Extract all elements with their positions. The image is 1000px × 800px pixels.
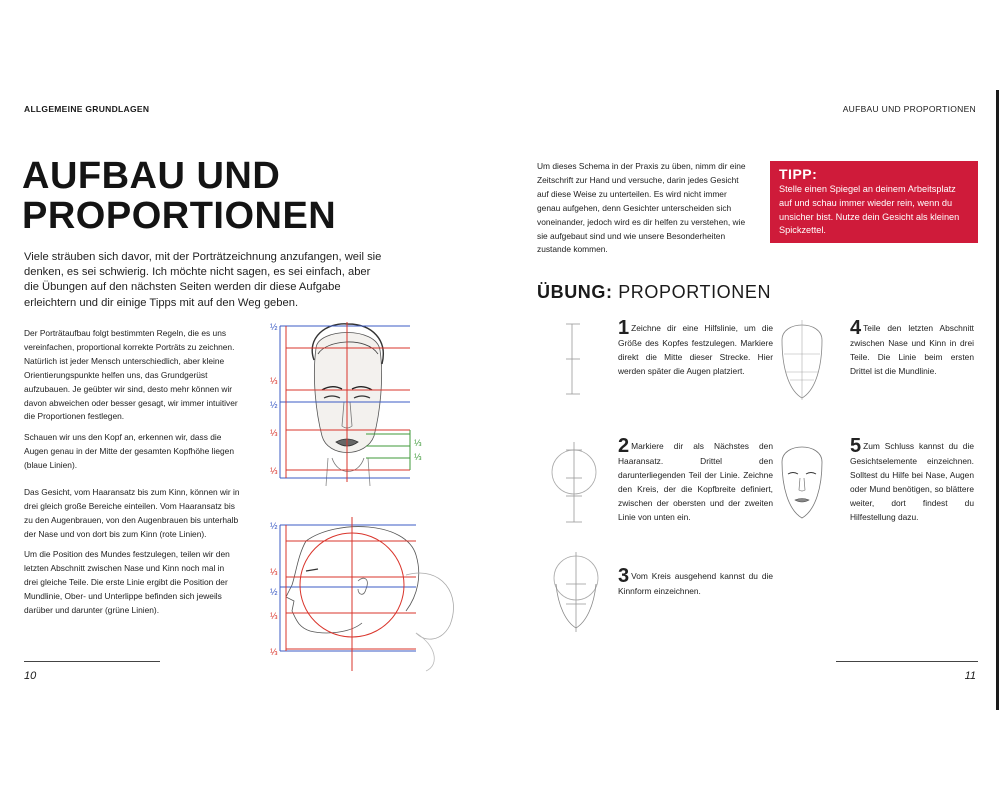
step2-sketch — [548, 438, 608, 528]
step-4 — [850, 317, 974, 378]
side-label-blue-mid: ½ — [270, 587, 278, 597]
exercise-heading — [537, 282, 771, 303]
step-2 — [618, 435, 773, 524]
step-3-text: Vom Kreis ausgehend kannst du die Kinnform einzeichnen. — [618, 571, 773, 596]
step-4-number: 4 — [850, 317, 862, 339]
footer-rule-right — [836, 661, 978, 662]
page-number-left: 10 — [24, 670, 37, 682]
step-5-number: 5 — [850, 435, 862, 457]
step-3-number: 3 — [618, 565, 630, 587]
exercise-heading-bold: ÜBUNG: — [537, 282, 613, 302]
step-1-number: 1 — [618, 317, 630, 339]
running-header-left: ALLGEMEINE GRUNDLAGEN — [24, 104, 150, 114]
front-face-proportion-diagram — [266, 318, 426, 488]
side-label-red-3: ⅓ — [270, 647, 278, 657]
side-labels — [270, 521, 278, 657]
tip-box — [770, 161, 978, 243]
step-4-text: Teile den letzten Abschnitt zwischen Nase und Kinn in drei Teile. Die Linie beim ersten Drittel ist die Mundlinie. — [850, 323, 974, 376]
body-paragraph-2: Schauen wir uns den Kopf an, erkennen wir, dass die Augen genau in der Mitte der gesamten Kopfhöhe liegen (blaue Linien). — [24, 432, 234, 470]
side-face-proportion-diagram — [266, 515, 466, 675]
step-1-text: Zeichne dir eine Hilfslinie, um die Größe des Kopfes festzulegen. Markiere direkt die Mitte dieser Strecke. Hier werden später die Augen platziert. — [618, 323, 773, 376]
tip-text: Stelle einen Spiegel an deinem Arbeitsplatz auf und schau immer wieder rein, wenn du unsicher bist. Nutze dein Gesicht als kleinen Spickzettel. — [779, 184, 960, 236]
front-label-red-3: ⅓ — [270, 466, 278, 476]
footer-rule-left — [24, 661, 160, 662]
side-label-red-2: ⅓ — [270, 611, 278, 621]
step-5 — [850, 435, 974, 524]
body-paragraph-4: Um die Position des Mundes festzulegen, teilen wir den letzten Abschnitt zwischen Nase und Kinn noch mal in drei gleiche Teile. Die erste Linie ergibt die Position der Mundlinie, Ober- und Unterlippe befinden sich jeweils darüber und darunter (grüne Linien). — [24, 549, 230, 615]
side-label-red-1: ⅓ — [270, 567, 278, 577]
front-label-blue-top: ½ — [270, 322, 278, 332]
step1-sketch — [556, 320, 596, 400]
step-1 — [618, 317, 773, 378]
page-title — [22, 156, 442, 236]
side-label-blue-top: ½ — [270, 521, 278, 531]
running-header-right: AUFBAU UND PROPORTIONEN — [842, 104, 976, 114]
step-2-number: 2 — [618, 435, 630, 457]
step-3 — [618, 565, 773, 598]
body-paragraph-3: Das Gesicht, vom Haaransatz bis zum Kinn, können wir in drei gleich große Bereiche einteilen. Vom Haaransatz bis zu den Augenbrauen, von den Augenbrauen bis unterhalb der Nase und von dort bis zum Kinn (rote Linien). — [24, 487, 240, 539]
exercise-heading-rest: PROPORTIONEN — [612, 282, 772, 302]
step3-sketch — [548, 548, 608, 638]
step-2-text: Markiere dir als Nächstes den Haaransatz. Drittel den darunterliegenden Teil der Linie. Zeichne den Kreis, der die Kopfbreite definiert, zwischen der obersten und der zweiten Linie von unten ein. — [618, 441, 773, 522]
body-paragraph-1: Der Porträtaufbau folgt bestimmten Regeln, die es uns vereinfachen, proportional korrekte Porträts zu zeichnen. Natürlich ist jeder Mensch unterschiedlich, aber kleine Orientierungspunkte helfen uns, das Grundgerüst aufzubauen. Je geübter wir sind, desto mehr können wir davon abweichen oder besser gesagt, wir immer intuitiver die Proportionen festlegen. — [24, 328, 238, 422]
step5-sketch — [772, 436, 832, 526]
right-intro-paragraph: Um dieses Schema in der Praxis zu üben, nimm dir eine Zeitschrift zur Hand und versuche, darin jedes Gesicht auf diese Weise zu unterteilen. Es wird nicht immer genau aufgehen, denn Gesichter unterscheiden sich voneinander, jedoch wird es dir helfen zu verstehen, wie sie aufgebaut sind und wie unsere Besonderheiten zustande kommen. — [537, 161, 746, 255]
side-guide-lines — [280, 517, 416, 671]
page-edge — [996, 90, 999, 710]
front-label-blue-mid: ½ — [270, 400, 278, 410]
front-label-red-2: ⅓ — [270, 428, 278, 438]
intro-paragraph: Viele sträuben sich davor, mit der Porträtzeichnung anzufangen, weil sie denken, es sei schwierig. Ich möchte nicht sagen, es sei einfach, aber die Übungen auf den nächsten Seiten werden dir diese Aufgabe erleichtern und dir einige Tipps mit auf den Weg geben. — [24, 251, 382, 309]
front-label-green-2: ⅓ — [414, 452, 422, 462]
page-title-line2: PROPORTIONEN — [22, 195, 337, 237]
front-label-green-1: ⅓ — [414, 438, 422, 448]
tip-title: TIPP: — [779, 166, 818, 182]
page-number-right: 11 — [964, 670, 976, 682]
front-label-red-1: ⅓ — [270, 376, 278, 386]
page-title-line1: AUFBAU UND — [22, 155, 281, 197]
step-5-text: Zum Schluss kannst du die Gesichtselemente einzeichnen. Solltest du Hilfe bei Nase, Augen oder Mund benötigen, so blättere weiter, dort findest du Hilfestellung dazu. — [850, 441, 974, 522]
step4-sketch — [772, 316, 832, 406]
